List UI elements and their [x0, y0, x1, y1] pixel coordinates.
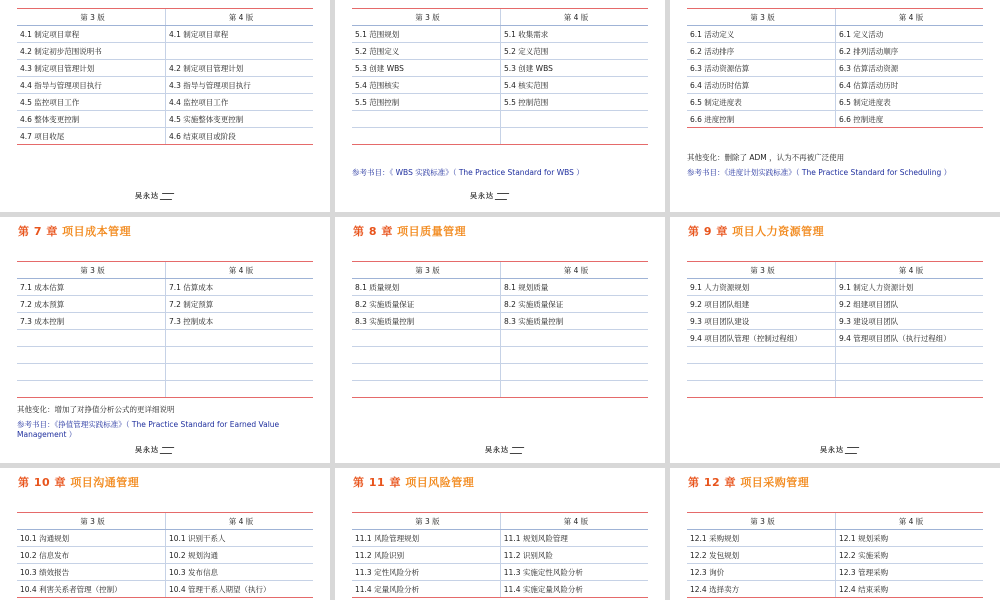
table-cell: 9.4 项目团队管理（控制过程组）: [687, 330, 835, 347]
column-header: 第 3 版: [687, 9, 835, 26]
table-cell: 4.1 制定项目章程: [165, 26, 313, 43]
table-cell: 9.2 项目团队组建: [687, 296, 835, 313]
table-row: [17, 60, 313, 77]
table-cell: [17, 364, 165, 381]
table-cell: [352, 347, 500, 364]
table-cell: 8.1 质量规划: [352, 279, 500, 296]
column-header: 第 4 版: [835, 513, 983, 530]
table-cell: [165, 364, 313, 381]
author-signature: 吴永达: [470, 191, 508, 201]
table-cell: 4.1 制定项目章程: [17, 26, 165, 43]
table-cell: [500, 364, 648, 381]
table-cell: [687, 364, 835, 381]
table-cell: 6.2 活动排序: [687, 43, 835, 60]
table-cell: 6.3 活动资源估算: [687, 60, 835, 77]
slide-ch6: [670, 0, 1000, 212]
table-row: [687, 530, 983, 547]
table-cell: [17, 347, 165, 364]
table-row: [687, 94, 983, 111]
table-row: [17, 43, 313, 60]
table-row: [687, 330, 983, 347]
reference-text: 参考书目：《 WBS 实践标准》（ The Practice Standard for WBS ）: [352, 168, 584, 177]
comparison-table: [17, 8, 313, 145]
table-cell: [500, 111, 648, 128]
slide-ch7: [0, 217, 330, 463]
table-header: [352, 9, 648, 26]
table-cell: 5.5 范围控制: [352, 94, 500, 111]
table-cell: 9.2 组建项目团队: [835, 296, 983, 313]
table-row: [352, 279, 648, 296]
table-cell: 5.4 范围核实: [352, 77, 500, 94]
reference-text: 参考书目：《进度计划实践标准》（ The Practice Standard for Scheduling ）: [687, 168, 952, 177]
table-cell: 10.2 信息发布: [17, 547, 165, 564]
table-row: [687, 547, 983, 564]
table-cell: 4.6 结束项目或阶段: [165, 128, 313, 145]
table-row: [352, 43, 648, 60]
table-cell: 11.3 实施定性风险分析: [500, 564, 648, 581]
table-cell: 12.1 采购规划: [687, 530, 835, 547]
slide-ch5: [335, 0, 665, 212]
table-cell: 10.1 识别干系人: [165, 530, 313, 547]
table-row: [352, 296, 648, 313]
table-cell: 7.3 成本控制: [17, 313, 165, 330]
table-cell: [165, 43, 313, 60]
chapter-title: 第 11 章 项目风险管理: [353, 476, 475, 489]
table-row: [687, 564, 983, 581]
author-signature: 吴永达: [820, 445, 858, 455]
table-cell: 5.2 定义范围: [500, 43, 648, 60]
table-cell: 11.1 风险管理规划: [352, 530, 500, 547]
table-row: [352, 111, 648, 128]
table-cell: 7.2 制定预算: [165, 296, 313, 313]
table-cell: 7.1 估算成本: [165, 279, 313, 296]
table-cell: 6.5 制定进度表: [687, 94, 835, 111]
table-cell: 6.1 定义活动: [835, 26, 983, 43]
table-cell: 4.7 项目收尾: [17, 128, 165, 145]
table-cell: 12.4 结束采购: [835, 581, 983, 598]
table-row: [17, 347, 313, 364]
column-header: 第 4 版: [165, 513, 313, 530]
table-cell: [352, 364, 500, 381]
table-row: [352, 77, 648, 94]
table-cell: 9.1 人力资源规划: [687, 279, 835, 296]
column-header: 第 3 版: [352, 262, 500, 279]
table-row: [352, 26, 648, 43]
table-cell: [687, 381, 835, 398]
table-cell: 11.4 实施定量风险分析: [500, 581, 648, 598]
table-row: [17, 530, 313, 547]
table-cell: [165, 381, 313, 398]
table-row: [352, 347, 648, 364]
column-header: 第 4 版: [500, 262, 648, 279]
table-row: [352, 581, 648, 598]
table-cell: 12.1 规划采购: [835, 530, 983, 547]
chapter-title: 第 8 章 项目质量管理: [353, 225, 467, 238]
table-cell: 5.4 核实范围: [500, 77, 648, 94]
table-cell: 4.6 整体变更控制: [17, 111, 165, 128]
slide-ch11: [335, 468, 665, 600]
table-row: [352, 128, 648, 145]
table-cell: 10.3 绩效报告: [17, 564, 165, 581]
chapter-title: 第 9 章 项目人力资源管理: [688, 225, 825, 238]
table-cell: 4.2 制定项目管理计划: [165, 60, 313, 77]
column-header: 第 4 版: [835, 9, 983, 26]
comparison-table: [352, 8, 648, 145]
table-cell: 7.2 成本预算: [17, 296, 165, 313]
table-cell: 6.5 制定进度表: [835, 94, 983, 111]
note-text: 其他变化：删除了 ADM ，认为不再被广泛使用: [687, 153, 845, 162]
table-cell: 10.1 沟通规划: [17, 530, 165, 547]
column-header: 第 4 版: [165, 262, 313, 279]
column-header: 第 4 版: [500, 513, 648, 530]
table-cell: [500, 128, 648, 145]
table-cell: [835, 347, 983, 364]
table-row: [352, 364, 648, 381]
table-row: [352, 313, 648, 330]
comparison-table: [17, 512, 313, 598]
table-cell: 12.2 发包规划: [687, 547, 835, 564]
comparison-table: [687, 261, 983, 398]
table-row: [352, 564, 648, 581]
table-cell: 9.3 建设项目团队: [835, 313, 983, 330]
chapter-title: 第 7 章 项目成本管理: [18, 225, 132, 238]
table-cell: 8.1 规划质量: [500, 279, 648, 296]
table-row: [17, 381, 313, 398]
table-cell: 4.2 制定初步范围说明书: [17, 43, 165, 60]
table-cell: [500, 347, 648, 364]
table-cell: 5.2 范围定义: [352, 43, 500, 60]
table-cell: 9.1 制定人力资源计划: [835, 279, 983, 296]
table-cell: 8.2 实施质量保证: [352, 296, 500, 313]
table-row: [687, 296, 983, 313]
column-header: 第 3 版: [687, 262, 835, 279]
table-row: [17, 581, 313, 598]
column-header: 第 3 版: [352, 513, 500, 530]
column-header: 第 3 版: [17, 9, 165, 26]
table-cell: 8.2 实施质量保证: [500, 296, 648, 313]
table-cell: 6.6 进度控制: [687, 111, 835, 128]
table-cell: [687, 347, 835, 364]
column-header: 第 4 版: [835, 262, 983, 279]
slide-ch9: [670, 217, 1000, 463]
table-row: [17, 94, 313, 111]
table-cell: 4.3 制定项目管理计划: [17, 60, 165, 77]
table-row: [17, 547, 313, 564]
reference-text: 参考书目：《挣值管理实践标准》（ The Practice Standard for Earned Value Management ）: [17, 420, 280, 439]
column-header: 第 3 版: [17, 513, 165, 530]
slide-ch12: [670, 468, 1000, 600]
slide-ch8: [335, 217, 665, 463]
table-row: [687, 313, 983, 330]
author-signature: 吴永达: [135, 191, 173, 201]
table-row: [687, 581, 983, 598]
table-row: [17, 77, 313, 94]
table-row: [17, 313, 313, 330]
table-cell: 6.4 估算活动历时: [835, 77, 983, 94]
table-row: [687, 347, 983, 364]
table-cell: 11.2 风险识别: [352, 547, 500, 564]
table-cell: [352, 381, 500, 398]
column-header: 第 4 版: [165, 9, 313, 26]
comparison-table: [17, 261, 313, 398]
comparison-table: [687, 512, 983, 598]
table-row: [17, 296, 313, 313]
table-header: [17, 9, 313, 26]
table-cell: [17, 330, 165, 347]
table-cell: 4.4 指导与管理项目执行: [17, 77, 165, 94]
table-row: [687, 381, 983, 398]
table-cell: 12.3 管理采购: [835, 564, 983, 581]
table-cell: 6.2 排列活动顺序: [835, 43, 983, 60]
table-row: [352, 60, 648, 77]
table-row: [687, 43, 983, 60]
table-cell: 7.1 成本估算: [17, 279, 165, 296]
chapter-title: 第 10 章 项目沟通管理: [18, 476, 140, 489]
table-cell: [352, 111, 500, 128]
table-cell: 6.3 估算活动资源: [835, 60, 983, 77]
table-cell: 12.3 询价: [687, 564, 835, 581]
table-header: [352, 513, 648, 530]
table-cell: [500, 381, 648, 398]
table-cell: [352, 128, 500, 145]
table-cell: 9.3 项目团队建设: [687, 313, 835, 330]
column-header: 第 3 版: [17, 262, 165, 279]
table-header: [352, 262, 648, 279]
table-cell: 8.3 实施质量控制: [500, 313, 648, 330]
table-cell: 5.3 创建 WBS: [500, 60, 648, 77]
table-row: [352, 330, 648, 347]
table-row: [17, 564, 313, 581]
table-cell: 10.4 利害关系者管理（控制）: [17, 581, 165, 598]
table-cell: 11.2 识别风险: [500, 547, 648, 564]
table-cell: 11.4 定量风险分析: [352, 581, 500, 598]
table-row: [687, 279, 983, 296]
table-cell: 11.3 定性风险分析: [352, 564, 500, 581]
table-cell: [835, 364, 983, 381]
table-cell: 6.6 控制进度: [835, 111, 983, 128]
table-row: [352, 94, 648, 111]
table-row: [687, 77, 983, 94]
table-row: [17, 364, 313, 381]
column-header: 第 4 版: [500, 9, 648, 26]
table-cell: 10.2 规划沟通: [165, 547, 313, 564]
table-row: [687, 60, 983, 77]
table-row: [17, 26, 313, 43]
table-cell: 5.5 控制范围: [500, 94, 648, 111]
table-cell: 4.4 监控项目工作: [165, 94, 313, 111]
comparison-table: [352, 512, 648, 598]
table-row: [17, 330, 313, 347]
table-cell: 12.4 选择卖方: [687, 581, 835, 598]
table-cell: [500, 330, 648, 347]
table-row: [687, 111, 983, 128]
slide-ch4: [0, 0, 330, 212]
table-cell: [352, 330, 500, 347]
table-cell: 5.1 范围规划: [352, 26, 500, 43]
table-cell: 10.3 发布信息: [165, 564, 313, 581]
table-cell: 5.3 创建 WBS: [352, 60, 500, 77]
table-cell: 6.1 活动定义: [687, 26, 835, 43]
table-cell: 7.3 控制成本: [165, 313, 313, 330]
column-header: 第 3 版: [687, 513, 835, 530]
table-row: [352, 547, 648, 564]
table-cell: 6.4 活动历时估算: [687, 77, 835, 94]
table-row: [352, 381, 648, 398]
table-cell: [165, 347, 313, 364]
table-cell: 5.1 收集需求: [500, 26, 648, 43]
note-text: 其他变化：增加了对挣值分析公式的更详细说明: [17, 405, 175, 414]
table-cell: [165, 330, 313, 347]
slide-ch10: [0, 468, 330, 600]
table-header: [687, 262, 983, 279]
table-cell: 4.3 指导与管理项目执行: [165, 77, 313, 94]
table-row: [687, 26, 983, 43]
column-header: 第 3 版: [352, 9, 500, 26]
chapter-title: 第 12 章 项目采购管理: [688, 476, 810, 489]
table-cell: [17, 381, 165, 398]
table-row: [17, 128, 313, 145]
table-cell: 11.1 规划风险管理: [500, 530, 648, 547]
table-header: [17, 513, 313, 530]
table-cell: 12.2 实施采购: [835, 547, 983, 564]
table-row: [17, 279, 313, 296]
table-row: [687, 364, 983, 381]
table-cell: 10.4 管理干系人期望（执行）: [165, 581, 313, 598]
comparison-table: [352, 261, 648, 398]
table-cell: 4.5 实施整体变更控制: [165, 111, 313, 128]
table-header: [17, 262, 313, 279]
table-cell: 8.3 实施质量控制: [352, 313, 500, 330]
author-signature: 吴永达: [135, 445, 173, 455]
table-cell: 4.5 监控项目工作: [17, 94, 165, 111]
table-cell: [835, 381, 983, 398]
table-row: [352, 530, 648, 547]
table-header: [687, 9, 983, 26]
table-cell: 9.4 管理项目团队（执行过程组）: [835, 330, 983, 347]
comparison-table: [687, 8, 983, 128]
author-signature: 吴永达: [485, 445, 523, 455]
table-row: [17, 111, 313, 128]
table-header: [687, 513, 983, 530]
